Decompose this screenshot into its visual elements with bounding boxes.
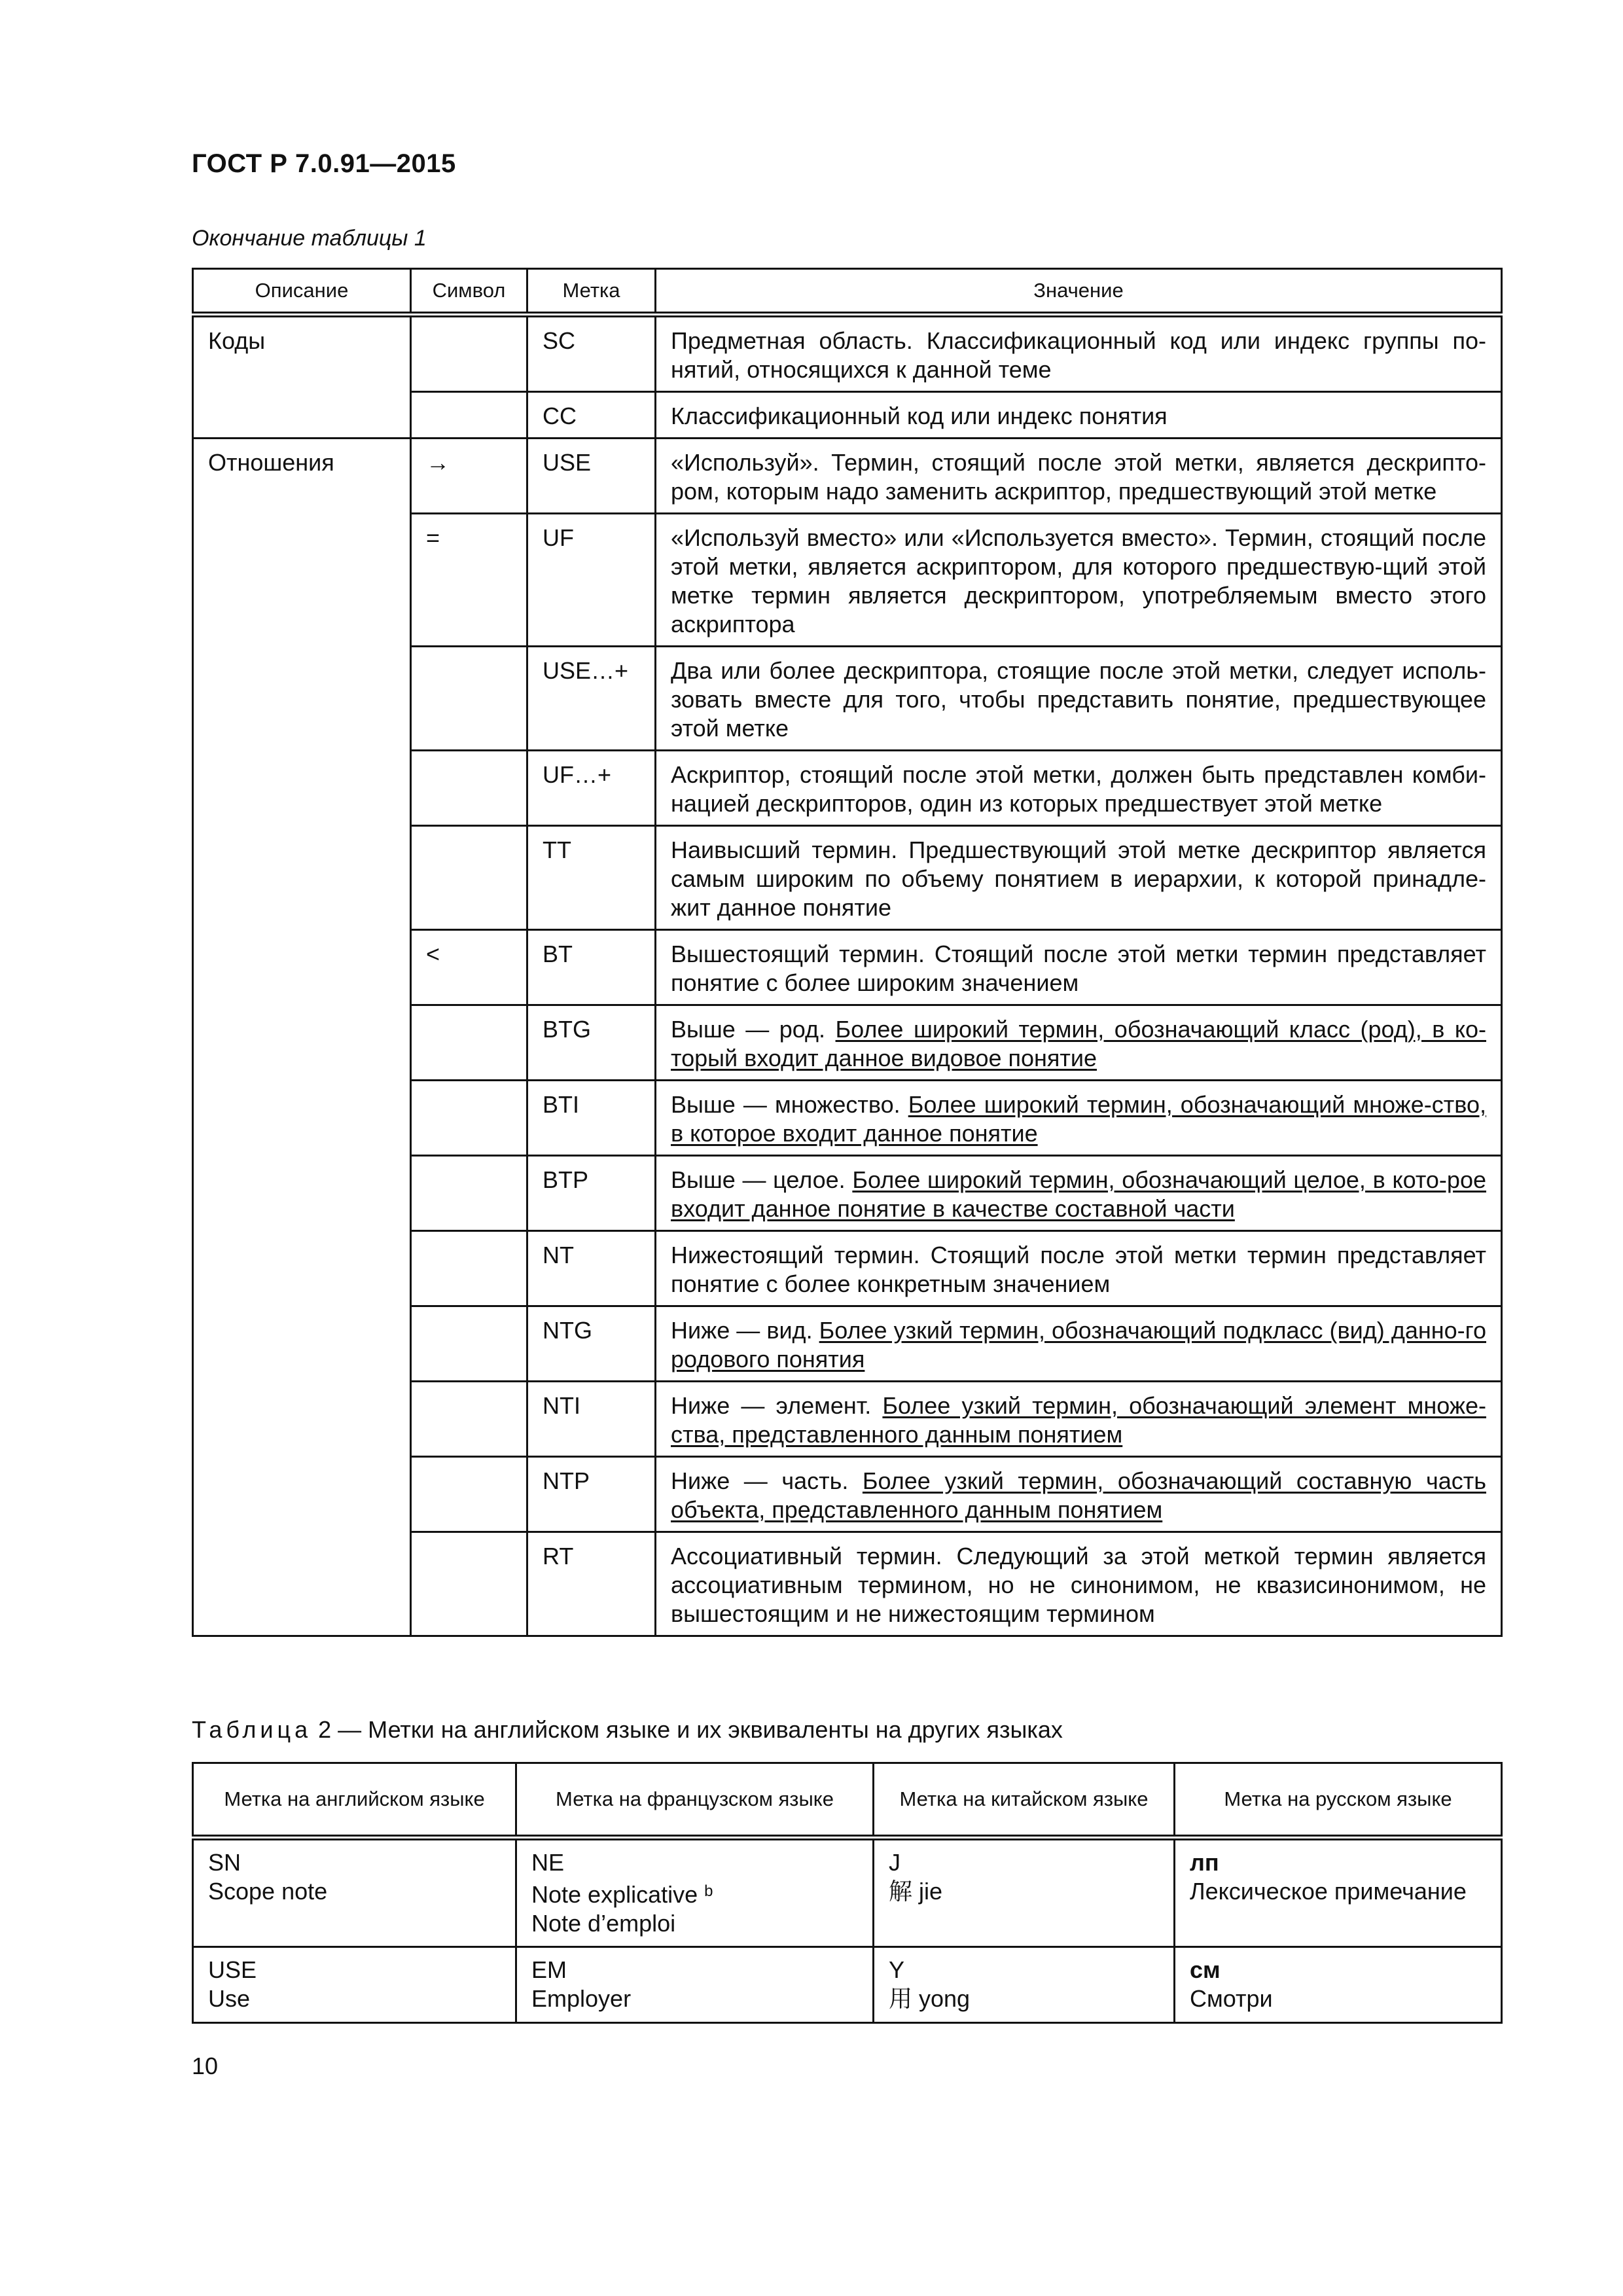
table-row [193,751,1502,826]
french-label-line [531,1877,858,1909]
table-row [193,1457,1502,1532]
meaning-definition: Более широкий термин, обозначающий множе-ство, в которое входит данное понятие [671,1091,1486,1147]
label-cell: NTP [527,1457,656,1532]
description-cell [193,1156,411,1231]
meaning-text: Аскриптор, стоящий после этой метки, должен быть представлен комби-нацией дескрипторов, один из которых предшествует этой метке [671,761,1486,817]
meaning-cell [656,315,1502,392]
english-label-cell [193,1838,516,1947]
english-label-line [208,1984,501,2013]
table-1 [192,268,1503,1637]
meaning-definition: Более узкий термин, обозначающий составную часть объекта, представленного данным понятием [671,1467,1486,1523]
symbol-cell: → [411,439,527,514]
label-cell: USE…+ [527,647,656,751]
meaning-definition: Более широкий термин, обозначающий класс (род), в ко-торый входит данное видовое понятие [671,1016,1486,1071]
table-row [193,826,1502,930]
line-text: 用 yong [889,1985,971,2012]
chinese-label-line [889,1956,1159,1984]
label-cell: NTG [527,1306,656,1382]
label-cell: BT [527,930,656,1005]
label-cell: NT [527,1231,656,1306]
table-row [193,1306,1502,1382]
table-2-caption-word: Таблица [192,1716,312,1743]
russian-label-cell [1175,1838,1502,1947]
header-symbol: Символ [411,269,527,315]
line-text: EM [531,1956,567,1983]
meaning-lead: Выше — множество. [671,1091,908,1118]
meaning-text: Классификационный код или индекс понятия [671,403,1168,429]
description-cell [193,1382,411,1457]
label-cell: UF [527,514,656,647]
meaning-text: Предметная область. Классификационный код или индекс группы по-нятий, относящихся к данной теме [671,327,1486,383]
table-row [193,930,1502,1005]
symbol-cell [411,315,527,392]
document-title: ГОСТ Р 7.0.91—2015 [192,149,456,178]
symbol-cell [411,1081,527,1156]
meaning-text: Нижестоящий термин. Стоящий после этой метки термин представляет понятие с более конкретным значением [671,1242,1486,1297]
meaning-lead: Выше — целое. [671,1166,853,1193]
table-row [193,1081,1502,1156]
table-row [193,1382,1502,1457]
label-cell: NTI [527,1382,656,1457]
table-row [193,315,1502,392]
line-text: Scope note [208,1878,328,1905]
meaning-text: Ассоциативный термин. Следующий за этой меткой термин является ассоциативным термином, но не синонимом, не квазисинонимом, не вышестоящим и не нижестоящим термином [671,1543,1486,1627]
meaning-cell [656,392,1502,439]
line-text: J [889,1849,901,1876]
meaning-cell [656,1382,1502,1457]
table-row [193,514,1502,647]
table-row [193,1838,1502,1947]
symbol-cell [411,647,527,751]
russian-abbreviation: см [1190,1956,1221,1983]
label-cell: TT [527,826,656,930]
description-cell [193,514,411,647]
header-english-label: Метка на английском языке [193,1763,516,1838]
table-row [193,647,1502,751]
french-label-line [531,1984,858,2013]
meaning-text: Два или более дескриптора, стоящие после этой метки, следует исполь-зовать вместе для того, чтобы представить понятие, предшествующее этой метке [671,657,1486,742]
table-continuation-caption: Окончание таблицы 1 [192,226,427,251]
line-text: Note d’emploi [531,1910,676,1937]
english-label-line [208,1848,501,1877]
chinese-label-cell [874,1838,1175,1947]
meaning-text: «Используй вместо» или «Используется вместо». Термин, стоящий после этой метки, является аскриптором, для которого предшествую-щий этой метке термин является дескриптором, употребляемым вместо этого аскриптора [671,524,1486,637]
meaning-cell [656,1081,1502,1156]
table-row [193,1005,1502,1081]
label-cell: USE [527,439,656,514]
symbol-cell [411,1457,527,1532]
line-text: USE [208,1956,257,1983]
english-label-line [208,1956,501,1984]
page-number: 10 [192,2053,219,2079]
symbol-cell: = [411,514,527,647]
description-cell [193,1532,411,1636]
meaning-cell [656,1532,1502,1636]
header-description: Описание [193,269,411,315]
table-2 [192,1762,1503,2024]
description-cell: Отношения [193,439,411,514]
symbol-cell [411,751,527,826]
symbol-cell [411,1005,527,1081]
meaning-cell [656,1231,1502,1306]
meaning-lead: Ниже — вид. [671,1317,819,1344]
table-row [193,1947,1502,2023]
label-cell: RT [527,1532,656,1636]
meaning-definition: Более узкий термин, обозначающий подкласс (вид) данно-го родового понятия [671,1317,1486,1372]
symbol-cell [411,1532,527,1636]
meaning-definition: Более широкий термин, обозначающий целое, в кото-рое входит данное понятие в качестве составной части [671,1166,1486,1222]
meaning-cell [656,1306,1502,1382]
table-2-caption [192,1716,1063,1744]
description-cell [193,1081,411,1156]
label-cell: UF…+ [527,751,656,826]
label-cell: SC [527,315,656,392]
table-1-header-row [193,269,1502,315]
label-cell: BTI [527,1081,656,1156]
line-text: Use [208,1985,251,2012]
meaning-cell [656,1005,1502,1081]
symbol-cell [411,1156,527,1231]
table-row [193,392,1502,439]
french-label-cell [516,1947,874,2023]
description-cell: Коды [193,315,411,392]
meaning-text: «Используй». Термин, стоящий после этой метки, является дескрипто-ром, которым надо заменить аскриптор, предшествующий этой метке [671,449,1486,505]
table-2-caption-text: 2 — Метки на английском языке и их эквиваленты на других языках [312,1716,1063,1743]
symbol-cell [411,392,527,439]
chinese-label-line [889,1984,1159,2013]
description-cell [193,647,411,751]
meaning-cell [656,826,1502,930]
english-label-line [208,1877,501,1906]
line-text: NE [531,1849,565,1876]
chinese-label-cell [874,1947,1175,2023]
label-cell: BTG [527,1005,656,1081]
label-cell: CC [527,392,656,439]
meaning-text: Наивысший термин. Предшествующий этой метке дескриптор является самым широким по объему понятием в иерархии, к которой принадле-жит данное понятие [671,836,1486,921]
symbol-cell: < [411,930,527,1005]
header-french-label: Метка на французском языке [516,1763,874,1838]
footnote-marker: b [704,1882,713,1900]
english-label-cell [193,1947,516,2023]
table-row [193,1532,1502,1636]
french-label-line [531,1848,858,1877]
line-text: 解 jie [889,1878,943,1905]
description-cell [193,826,411,930]
line-text: Note explicative [531,1881,698,1908]
line-text: Employer [531,1985,632,2012]
chinese-label-line [889,1848,1159,1877]
description-cell [193,1231,411,1306]
french-label-cell [516,1838,874,1947]
symbol-cell [411,1231,527,1306]
russian-label-cell [1175,1947,1502,2023]
meaning-cell [656,647,1502,751]
header-chinese-label: Метка на китайском языке [874,1763,1175,1838]
meaning-cell [656,439,1502,514]
line-text: SN [208,1849,241,1876]
meaning-lead: Ниже — элемент. [671,1392,883,1419]
header-label: Метка [527,269,656,315]
header-russian-label: Метка на русском языке [1175,1763,1502,1838]
meaning-cell [656,1457,1502,1532]
table-2-header-row [193,1763,1502,1838]
russian-full-name: Смотри [1190,1985,1273,2012]
description-cell [193,1457,411,1532]
russian-abbreviation: лп [1190,1849,1219,1876]
line-text: Y [889,1956,905,1983]
meaning-lead: Ниже — часть. [671,1467,863,1494]
label-cell: BTP [527,1156,656,1231]
description-cell [193,1005,411,1081]
symbol-cell [411,1306,527,1382]
meaning-cell [656,514,1502,647]
description-cell [193,1306,411,1382]
description-cell [193,392,411,439]
meaning-cell [656,1156,1502,1231]
symbol-cell [411,1382,527,1457]
symbol-cell [411,826,527,930]
description-cell [193,930,411,1005]
meaning-lead: Выше — род. [671,1016,836,1043]
meaning-cell [656,751,1502,826]
header-meaning: Значение [656,269,1502,315]
table-row [193,439,1502,514]
french-label-line [531,1909,858,1938]
meaning-definition: Более узкий термин, обозначающий элемент множе-ства, представленного данным понятием [671,1392,1486,1448]
russian-full-name: Лексическое примечание [1190,1878,1467,1905]
description-cell [193,751,411,826]
french-label-line [531,1956,858,1984]
meaning-cell [656,930,1502,1005]
chinese-label-line [889,1877,1159,1906]
meaning-text: Вышестоящий термин. Стоящий после этой метки термин представляет понятие с более широким значением [671,941,1486,996]
table-row [193,1156,1502,1231]
table-row [193,1231,1502,1306]
